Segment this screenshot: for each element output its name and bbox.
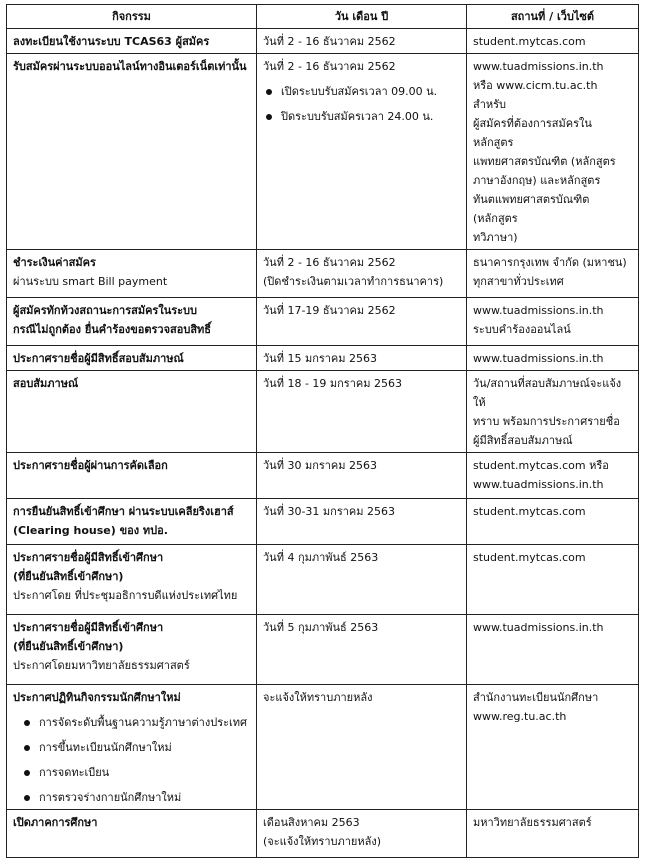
activity-bullet-text: การจดทะเบียน [39,766,110,779]
place-text: ธนาคารกรุงเทพ จำกัด (มหาชน) [473,256,627,269]
date-bullet-text: ปิดระบบรับสมัครเวลา 24.00 น. [281,110,434,123]
place-text: www.tuadmissions.in.th [473,478,604,491]
bullet-icon [266,114,272,120]
table-row [7,615,639,685]
activity-bullet [13,713,250,732]
date-text: วันที่ 5 กุมภาพันธ์ 2563 [263,621,379,634]
place-text: www.tuadmissions.in.th [473,621,604,634]
place-cell [467,810,639,858]
date-cell [257,29,467,54]
place-text: ภาษาอังกฤษ) และหลักสูตร [473,174,601,187]
date-bullet [263,107,460,126]
admission-schedule-table [6,4,639,858]
activity-title: ประกาศรายชื่อผู้มีสิทธิ์เข้าศึกษา [13,621,164,634]
date-text: วันที่ 2 - 16 ธันวาคม 2562 [263,35,396,48]
activity-cell [7,453,257,499]
date-text: วันที่ 18 - 19 มกราคม 2563 [263,377,402,390]
place-cell [467,615,639,685]
table-row [7,499,639,545]
place-cell [467,54,639,250]
date-text: วันที่ 2 - 16 ธันวาคม 2562 [263,60,396,73]
bullet-icon [24,795,30,801]
bullet-icon [24,770,30,776]
activity-cell [7,371,257,453]
place-text: ทันตแพทยศาสตรบัณฑิต (หลักสูตร [473,193,590,225]
activity-cell [7,29,257,54]
place-text: ทราบ พร้อมการประกาศรายชื่อ [473,415,620,428]
place-text: วัน/สถานที่สอบสัมภาษณ์จะแจ้งให้ [473,377,622,409]
place-text: สำนักงานทะเบียนนักศึกษา [473,691,599,704]
place-cell [467,685,639,810]
activity-bullet [13,738,250,757]
header-activity: กิจกรรม [7,5,257,29]
place-text: www.tuadmissions.in.th [473,60,604,73]
place-cell [467,545,639,615]
place-cell [467,29,639,54]
activity-title: เปิดภาคการศึกษา [13,816,98,829]
place-text: www.reg.tu.ac.th [473,710,567,723]
table-row [7,346,639,371]
place-text: student.mytcas.com [473,505,586,518]
date-cell [257,346,467,371]
header-place: สถานที่ / เว็บไซต์ [467,5,639,29]
place-text: ทุกสาขาทั่วประเทศ [473,275,564,288]
place-cell [467,453,639,499]
activity-bullet-text: การตรวจร่างกายนักศึกษาใหม่ [39,791,182,804]
table-header-row [7,5,639,29]
date-text: วันที่ 4 กุมภาพันธ์ 2563 [263,551,379,564]
date-cell [257,685,467,810]
place-text: มหาวิทยาลัยธรรมศาสตร์ [473,816,592,829]
table-row [7,298,639,346]
date-cell [257,453,467,499]
activity-title: ผู้สมัครทักท้วงสถานะการสมัครในระบบ [13,304,198,317]
place-text: แพทยศาสตรบัณฑิต (หลักสูตร [473,155,616,168]
activity-bullet-text: การขึ้นทะเบียนนักศึกษาใหม่ [39,741,172,754]
date-text: จะแจ้งให้ทราบภายหลัง [263,691,373,704]
place-text: www.tuadmissions.in.th [473,304,604,317]
table-row [7,371,639,453]
activity-cell [7,810,257,858]
date-bullet-text: เปิดระบบรับสมัครเวลา 09.00 น. [281,85,438,98]
place-text: student.mytcas.com หรือ [473,459,609,472]
place-text: student.mytcas.com [473,35,586,48]
date-cell [257,615,467,685]
place-cell [467,346,639,371]
activity-cell [7,499,257,545]
place-cell [467,298,639,346]
bullet-icon [24,720,30,726]
activity-title: (ที่ยืนยันสิทธิ์เข้าศึกษา) [13,570,124,583]
activity-title: ประกาศปฏิทินกิจกรรมนักศึกษาใหม่ [13,691,181,704]
header-date: วัน เดือน ปี [257,5,467,29]
place-text: www.tuadmissions.in.th [473,352,604,365]
place-cell [467,250,639,298]
date-cell [257,54,467,250]
place-text: ระบบคำร้องออนไลน์ [473,323,571,336]
activity-title: การยืนยันสิทธิ์เข้าศึกษา ผ่านระบบเคลียริงเฮาส์ [13,505,234,518]
date-text: วันที่ 17-19 ธันวาคม 2562 [263,304,396,317]
activity-cell [7,685,257,810]
date-text: วันที่ 30 มกราคม 2563 [263,459,378,472]
date-text: วันที่ 30-31 มกราคม 2563 [263,505,395,518]
activity-bullet [13,788,250,807]
date-cell [257,545,467,615]
activity-cell [7,250,257,298]
activity-cell [7,54,257,250]
place-text: หรือ www.cicm.tu.ac.th สำหรับ [473,79,598,111]
activity-note: ผ่านระบบ smart Bill payment [13,275,168,288]
activity-title: (ที่ยืนยันสิทธิ์เข้าศึกษา) [13,640,124,653]
date-text: วันที่ 2 - 16 ธันวาคม 2562 [263,256,396,269]
activity-title: สอบสัมภาษณ์ [13,377,79,390]
date-cell [257,810,467,858]
date-text: (จะแจ้งให้ทราบภายหลัง) [263,835,382,848]
table-row [7,545,639,615]
table-row [7,250,639,298]
activity-bullet [13,763,250,782]
activity-cell [7,545,257,615]
activity-note: ประกาศโดยมหาวิทยาลัยธรรมศาสตร์ [13,659,190,672]
activity-title: รับสมัครผ่านระบบออนไลน์ทางอินเตอร์เน็ตเท่านั้น [13,60,247,73]
activity-title: (Clearing house) ของ ทปอ. [13,524,168,537]
activity-cell [7,346,257,371]
activity-title: ชำระเงินค่าสมัคร [13,256,96,269]
place-text: ผู้สมัครที่ต้องการสมัครในหลักสูตร [473,117,592,149]
activity-title: กรณีไม่ถูกต้อง ยื่นคำร้องขอตรวจสอบสิทธิ์ [13,323,211,336]
date-text: วันที่ 15 มกราคม 2563 [263,352,378,365]
activity-cell [7,615,257,685]
activity-cell [7,298,257,346]
date-text: (ปิดชำระเงินตามเวลาทำการธนาคาร) [263,275,444,288]
date-bullet [263,82,460,101]
place-text: student.mytcas.com [473,551,586,564]
table-row [7,29,639,54]
activity-title: ลงทะเบียนใช้งานระบบ TCAS63 ผู้สมัคร [13,35,210,48]
place-text: ทวิภาษา) [473,231,518,244]
date-cell [257,371,467,453]
bullet-icon [24,745,30,751]
table-row [7,810,639,858]
activity-note: ประกาศโดย ที่ประชุมอธิการบดีแห่งประเทศไทย [13,589,238,602]
table-row [7,54,639,250]
activity-title: ประกาศรายชื่อผู้มีสิทธิ์สอบสัมภาษณ์ [13,352,184,365]
activity-title: ประกาศรายชื่อผู้ผ่านการคัดเลือก [13,459,168,472]
table-row [7,685,639,810]
schedule-sheet [6,4,638,858]
place-cell [467,371,639,453]
activity-title: ประกาศรายชื่อผู้มีสิทธิ์เข้าศึกษา [13,551,164,564]
date-cell [257,298,467,346]
bullet-icon [266,89,272,95]
table-row [7,453,639,499]
place-text: ผู้มีสิทธิ์สอบสัมภาษณ์ [473,434,573,447]
place-cell [467,499,639,545]
activity-bullet-text: การจัดระดับพื้นฐานความรู้ภาษาต่างประเทศ [39,716,248,729]
date-cell [257,499,467,545]
date-text: เดือนสิงหาคม 2563 [263,816,360,829]
date-cell [257,250,467,298]
